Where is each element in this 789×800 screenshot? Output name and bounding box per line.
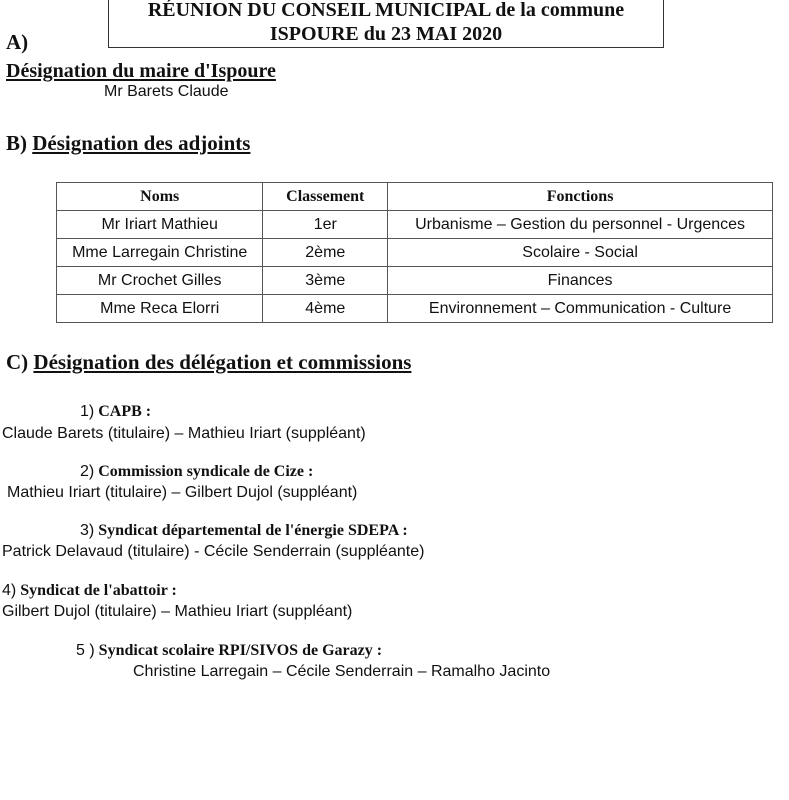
commission-title-4 (2, 582, 177, 600)
commission-number: 3) (80, 522, 95, 539)
commission-name: Commission syndicale de Cize : (98, 463, 314, 480)
cell-nom: Mme Larregain Christine (57, 239, 263, 267)
commission-title-2 (80, 463, 313, 481)
commission-members-3: Patrick Delavaud (titulaire) - Cécile Senderrain (suppléante) (2, 543, 425, 560)
table-row (57, 267, 773, 295)
section-a-label: A) (6, 30, 29, 54)
commission-title-1 (80, 403, 151, 421)
cell-fonctions: Finances (388, 267, 773, 295)
mayor-name: Mr Barets Claude (104, 83, 229, 100)
document-title-box (108, 0, 664, 48)
section-a-heading: Désignation du maire d'Ispoure (6, 60, 276, 82)
commission-members-4: Gilbert Dujol (titulaire) – Mathieu Iriart (suppléant) (2, 603, 353, 620)
title-line-1: RÉUNION DU CONSEIL MUNICIPAL de la commune (147, 0, 625, 21)
cell-classement: 2ème (263, 239, 388, 267)
cell-fonctions: Scolaire - Social (388, 239, 773, 267)
commission-number: 1) (80, 403, 95, 420)
cell-fonctions: Environnement – Communication - Culture (388, 295, 773, 323)
table-row (57, 211, 773, 239)
cell-classement: 1er (263, 211, 388, 239)
commission-name: CAPB : (98, 403, 152, 420)
commission-name: Syndicat départemental de l'énergie SDEPA : (98, 522, 408, 539)
column-header-fonctions: Fonctions (388, 183, 773, 211)
commission-title-3 (80, 522, 408, 540)
commission-name: Syndicat de l'abattoir : (20, 582, 177, 599)
section-c-heading: Désignation des délégation et commissions (33, 350, 412, 374)
section-c-label-wrap (6, 350, 411, 375)
table-row (57, 239, 773, 267)
adjoints-table (56, 182, 773, 323)
table-row (57, 295, 773, 323)
cell-classement: 3ème (263, 267, 388, 295)
title-line-2: ISPOURE du 23 MAI 2020 (269, 23, 503, 45)
section-b-heading: Désignation des adjoints (32, 131, 251, 155)
commission-number: 5 ) (76, 642, 95, 659)
commission-name: Syndicat scolaire RPI/SIVOS de Garazy : (98, 642, 383, 659)
table-header-row (57, 183, 773, 211)
commission-number: 2) (80, 463, 95, 480)
commission-members-1: Claude Barets (titulaire) – Mathieu Iriart (suppléant) (2, 425, 366, 442)
cell-nom: Mr Crochet Gilles (57, 267, 263, 295)
column-header-classement: Classement (263, 183, 388, 211)
section-b-label-wrap (6, 131, 250, 156)
cell-nom: Mr Iriart Mathieu (57, 211, 263, 239)
section-b-label: B) (6, 131, 27, 155)
commission-number: 4) (2, 582, 17, 599)
cell-fonctions: Urbanisme – Gestion du personnel - Urgences (388, 211, 773, 239)
commission-members-5: Christine Larregain – Cécile Senderrain – Ramalho Jacinto (133, 663, 551, 680)
cell-classement: 4ème (263, 295, 388, 323)
cell-nom: Mme Reca Elorri (57, 295, 263, 323)
section-c-label: C) (6, 350, 29, 374)
commission-title-5 (76, 642, 382, 660)
column-header-noms: Noms (57, 183, 263, 211)
commission-members-2: Mathieu Iriart (titulaire) – Gilbert Dujol (suppléant) (7, 484, 358, 501)
